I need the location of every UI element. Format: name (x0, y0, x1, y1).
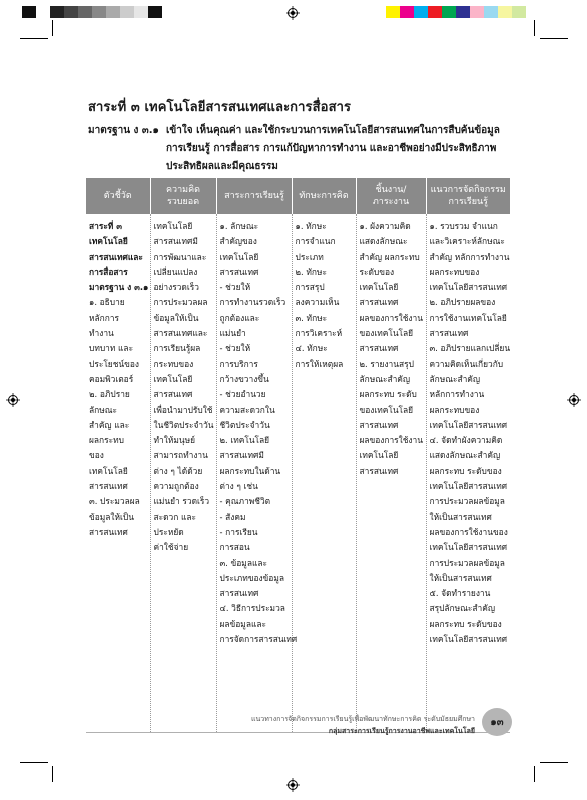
registration-mark-icon (286, 6, 300, 20)
cell-text-line: ๑. ทักษะ (295, 221, 327, 231)
cell-text-line: สารสนเทศมี (153, 236, 198, 247)
table-cell-concept (150, 214, 216, 732)
grayscale-bar (22, 6, 162, 18)
cell-text-line: ลงความเห็น (295, 297, 340, 308)
cell-text-line: การพัฒนาและ (153, 251, 207, 262)
header-label: ความคิด (166, 185, 200, 195)
cell-text-line: แสดงลักษณะ (359, 236, 408, 247)
cell-text-line: สารสนเทศ (359, 465, 399, 476)
cell-text-line: ต่าง ๆ เช่น (219, 481, 258, 492)
cell-text-line: ของเทคโนโลยี (359, 404, 414, 415)
cell-text-line: สำคัญ และ (89, 419, 130, 430)
cell-text-line: ๕. จัดทำรายงาน (429, 588, 491, 599)
cell-text-line: ๒. รายงานสรุป (359, 358, 414, 369)
cell-text-line: ผลกระทบ ระดับ (359, 389, 417, 400)
column-header (216, 178, 292, 214)
cell-text-line: - ช่วยให้ (219, 282, 251, 293)
curriculum-table (86, 178, 510, 733)
cell-text-line: สารสนเทศ (153, 389, 193, 400)
cell-text-line: ผลกระทบของ (429, 266, 480, 277)
cell-text-line: ๑. ลักษณะ (219, 221, 259, 231)
cell-text-line: หลักการทำงาน (429, 389, 485, 400)
table-cell-thinking-skills (292, 214, 356, 732)
cell-text-line: เปลี่ยนแปลง (153, 266, 198, 277)
cell-text-line: เทคโนโลยี (359, 450, 399, 461)
cell-text-line: ลักษณะ (89, 404, 117, 415)
cell-text-line: เทคโนโลยี (219, 251, 259, 262)
cell-text-line: ผลของการใช้งานของ (429, 526, 508, 537)
column-header (86, 178, 150, 214)
cell-text-line: การสื่อสาร (89, 266, 128, 277)
cell-text-line: ข้อมูลให้เป็น (153, 312, 199, 323)
cell-text-line: ความถูกต้อง (153, 481, 199, 492)
cell-text-line: ๔. วิธีการประมวล (219, 603, 285, 614)
cell-text-line: คอมพิวเตอร์ (89, 373, 134, 384)
cell-text-line: ผลกระทบ ระดับของ (429, 618, 502, 629)
cell-text-line: เทคโนโลยีสารสนเทศ (429, 282, 508, 293)
cell-text-line: สามารถทำงาน (153, 450, 208, 461)
cell-text-line: ผลของการใช้งาน (359, 435, 423, 446)
header-label: การเรียนรู้ (448, 197, 488, 207)
table-header-row (86, 178, 510, 214)
cell-text-line: ลักษณะสำคัญ (359, 373, 411, 384)
registration-mark-icon (286, 778, 300, 792)
header-label: สาระการเรียนรู้ (224, 191, 284, 201)
cell-text-line: ๑. อธิบาย (89, 297, 125, 308)
trim-mark (20, 38, 48, 39)
cell-text-line: ๒. อภิปราย (89, 389, 130, 400)
cell-text-line: กระทบของ (153, 358, 194, 369)
header-label: รวบยอด (166, 197, 200, 207)
cell-text-line: เทคโนโลยี (153, 221, 193, 231)
cell-text-line: ข้อมูลให้เป็น (89, 511, 134, 522)
cell-text-line: เทคโนโลยี (359, 282, 399, 293)
color-bar (386, 6, 526, 18)
cell-text-line: ๑. ผังความคิด (359, 221, 411, 231)
cell-text-line: ทำงาน (89, 328, 114, 339)
header-label: ชิ้นงาน/ (375, 185, 407, 195)
cell-text-line: ๓. อภิปรายแลกเปลี่ยน (429, 343, 511, 354)
cell-text-line: การวิเคราะห์ (295, 328, 343, 339)
column-header (292, 178, 356, 214)
column-header (426, 178, 510, 214)
cell-text-line: ในชีวิตประจำวัน (153, 419, 214, 430)
cell-text-line: การเรียนรู้ผล (153, 343, 201, 354)
cell-text-line: สารสนเทศ (429, 328, 469, 339)
cell-text-line: สำคัญของ (219, 236, 257, 247)
cell-text-line: สารสนเทศ (89, 526, 128, 537)
cell-text-line: ผลกระทบ (89, 435, 124, 446)
cell-text-line: - คุณภาพชีวิต (219, 496, 271, 507)
cell-text-line: ให้เป็นสารสนเทศ (429, 572, 492, 583)
cell-text-line: ค่าใช้จ่าย (153, 542, 189, 553)
cell-text-line: การให้เหตุผล (295, 358, 344, 369)
trim-mark (20, 762, 48, 763)
cell-text-line: การจัดการสารสนเทศ (219, 634, 298, 645)
column-header (356, 178, 426, 214)
cell-text-line: สรุปลักษณะสำคัญ (429, 603, 495, 614)
trim-mark (540, 38, 568, 39)
cell-text-line: ๔. ทักษะ (295, 343, 328, 354)
cell-text-line: ของ (89, 450, 104, 461)
header-label: ทักษะการคิด (299, 191, 349, 201)
table-cell-tasks (356, 214, 426, 732)
page-title: สาระที่ ๓ เทคโนโลยีสารสนเทศและการสื่อสาร (88, 100, 352, 115)
cell-text-line: สำคัญ ผลกระทบ (359, 251, 420, 262)
cell-text-line: การประมวลผลข้อมูล (429, 557, 505, 568)
table-cell-content (216, 214, 298, 732)
cell-text-line: การสรุป (295, 282, 325, 293)
page-number: ๑๓ (482, 708, 512, 736)
footer-subject: กลุ่มสาระการเรียนรู้การงานอาชีพและเทคโนโลยี (328, 727, 475, 735)
table-cell-indicators (86, 214, 150, 732)
cell-text-line: ๒. อภิปรายผลของ (429, 297, 496, 308)
cell-text-line: ประหยัด (153, 526, 184, 537)
cell-text-line: สารสนเทศ (359, 297, 399, 308)
footer-book-title: แนวทางการจัดกิจกรรมการเรียนรู้เพื่อพัฒนาทักษะการคิด ระดับมัธยมศึกษา (250, 715, 475, 723)
cell-text-line: - ช่วยอำนวย (219, 389, 266, 400)
standard-code: มาตรฐาน ง ๓.๑ (88, 125, 159, 136)
cell-text-line: การใช้งานเทคโนโลยี (429, 312, 507, 323)
cell-text-line: เทคโนโลยีสารสนเทศ (429, 419, 508, 430)
registration-mark-icon (567, 393, 581, 407)
cell-text-line: ๑. รวบรวม จำแนก (429, 221, 498, 231)
cell-text-line: ผลกระทบของ (429, 404, 480, 415)
cell-text-line: ประโยชน์ของ (89, 358, 139, 369)
cell-text-line: ผลกระทบในด้าน (219, 465, 281, 476)
cell-text-line: ๓. ข้อมูลและ (219, 557, 267, 568)
cell-text-line: ของเทคโนโลยี (359, 328, 414, 339)
cell-text-line: ระดับของ (359, 266, 395, 277)
cell-text-line: แม่นยำ (219, 328, 246, 339)
trim-mark (52, 766, 53, 782)
cell-text-line: ๓. ประมวลผล (89, 496, 140, 507)
cell-text-line: อย่างรวดเร็ว (153, 282, 199, 293)
cell-text-line: ประเภท (295, 251, 324, 262)
cell-text-line: ผลของการใช้งาน (359, 312, 423, 323)
cell-text-line: สารสนเทศและ (153, 328, 208, 339)
cell-text-line: ทำให้มนุษย์ (153, 435, 196, 446)
header-label: แนวการจัดกิจกรรม (430, 185, 506, 195)
cell-text-line: การบริการ (219, 358, 258, 369)
standard-line: เข้าใจ เห็นคุณค่า และใช้กระบวนการเทคโนโลยีสารสนเทศในการสืบค้นข้อมูล (166, 125, 500, 136)
header-label: ตัวชี้วัด (103, 191, 132, 201)
trim-mark (540, 762, 568, 763)
cell-text-line: การประมวลผล (153, 297, 208, 308)
cell-text-line: ๒. เทคโนโลยี (219, 435, 270, 446)
cell-text-line: สารสนเทศ (359, 343, 399, 354)
cell-text-line: มาตรฐาน ง ๓.๑ (89, 282, 149, 293)
cell-text-line: ประเภทของข้อมูล (219, 572, 284, 583)
cell-text-line: กว้างขวางขึ้น (219, 373, 269, 384)
cell-text-line: สารสนเทศ (359, 419, 399, 430)
cell-text-line: ถูกต้องและ (219, 312, 260, 323)
cell-text-line: ชีวิตประจำวัน (219, 419, 270, 430)
cell-text-line: ๓. ทักษะ (295, 312, 328, 323)
cell-text-line: สาระที่ ๓ (89, 221, 122, 231)
cell-text-line: สำคัญ หลักการทำงาน (429, 251, 510, 262)
cell-text-line: ๒. ทักษะ (295, 266, 327, 277)
table-cell-activities (426, 214, 510, 732)
cell-text-line: หลักการ (89, 312, 119, 323)
cell-text-line: เทคโนโลยี (89, 465, 128, 476)
cell-text-line: ผลกระทบ ระดับของ (429, 465, 502, 476)
cell-text-line: และวิเคราะห์ลักษณะ (429, 236, 505, 247)
cell-text-line: สารสนเทศและ (89, 251, 143, 262)
header-label: ภาระงาน (372, 197, 410, 207)
cell-text-line: การสอน (219, 542, 250, 553)
trim-mark (534, 20, 535, 36)
cell-text-line: เพื่อนำมาปรับใช้ (153, 404, 213, 415)
cell-text-line: เทคโนโลยี (89, 236, 128, 247)
cell-text-line: เทคโนโลยีสารสนเทศ (429, 481, 508, 492)
trim-mark (52, 20, 53, 36)
cell-text-line: แม่นยำ รวดเร็ว (153, 496, 210, 507)
registration-mark-icon (6, 393, 20, 407)
cell-text-line: เทคโนโลยีสารสนเทศ (429, 634, 508, 645)
standard-line: การเรียนรู้ การสื่อสาร การแก้ปัญหาการทำงาน และอาชีพอย่างมีประสิทธิภาพ (166, 143, 497, 154)
cell-text-line: สารสนเทศ (89, 481, 128, 492)
cell-text-line: เทคโนโลยีสารสนเทศ (429, 542, 508, 553)
cell-text-line: ความคิดเห็นเกี่ยวกับ (429, 358, 504, 369)
cell-text-line: เทคโนโลยี (153, 373, 193, 384)
cell-text-line: การจำแนก (295, 236, 336, 247)
cell-text-line: สารสนเทศ (219, 266, 259, 277)
cell-text-line: ๔. จัดทำผังความคิด (429, 435, 503, 446)
cell-text-line: การประมวลผลข้อมูล (429, 496, 505, 507)
table-row (86, 214, 510, 732)
cell-text-line: ผลข้อมูลและ (219, 618, 266, 629)
trim-mark (534, 766, 535, 782)
cell-text-line: - ช่วยให้ (219, 343, 251, 354)
column-header (150, 178, 216, 214)
cell-text-line: ลักษณะสำคัญ (429, 373, 481, 384)
cell-text-line: ความสะดวกใน (219, 404, 275, 415)
cell-text-line: การทำงานรวดเร็ว (219, 297, 286, 308)
cell-text-line: บทบาท และ (89, 343, 134, 354)
cell-text-line: ให้เป็นสารสนเทศ (429, 511, 492, 522)
standard-line: ประสิทธิผลและมีคุณธรรม (166, 161, 278, 172)
cell-text-line: - สังคม (219, 511, 246, 522)
cell-text-line: สารสนเทศ (219, 588, 259, 599)
cell-text-line: - การเรียน (219, 526, 258, 537)
standard-statement (88, 122, 508, 176)
cell-text-line: ต่าง ๆ ได้ด้วย (153, 465, 203, 476)
cell-text-line: สะดวก และ (153, 511, 197, 522)
cell-text-line: แสดงลักษณะสำคัญ (429, 450, 501, 461)
cell-text-line: สารสนเทศมี (219, 450, 264, 461)
